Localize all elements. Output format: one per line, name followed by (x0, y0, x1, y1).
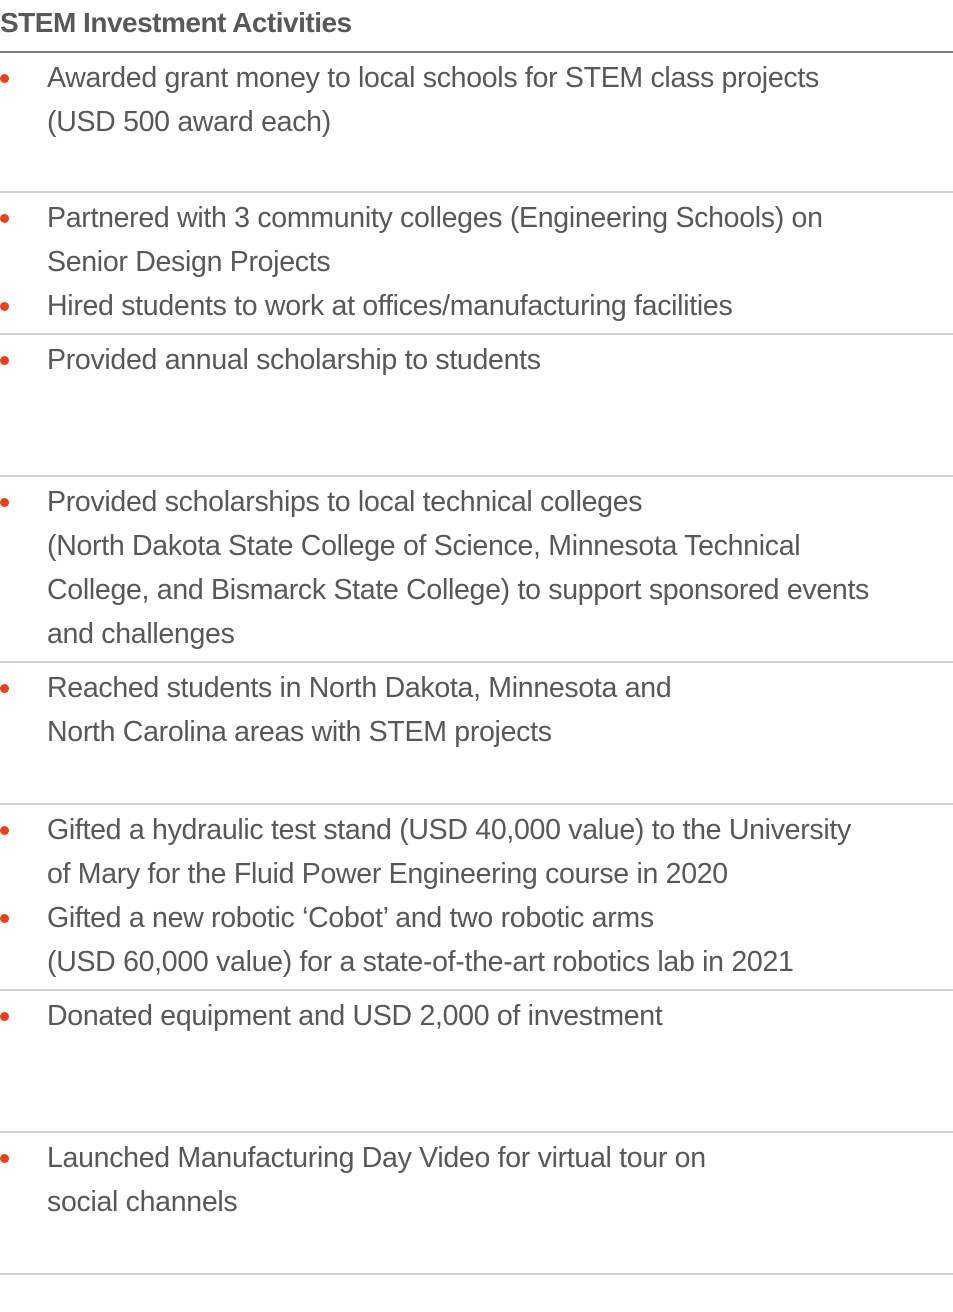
bullet-text-line: Provided scholarships to local technical colleges (47, 486, 643, 518)
section-title: STEM Investment Activities (0, 7, 352, 38)
bullet-text-line: (North Dakota State College of Science, Minnesota Technical (47, 530, 801, 562)
bullet-item (0, 284, 953, 328)
bullet-dot-icon (0, 302, 9, 311)
activity-row (0, 991, 953, 1133)
activity-row (0, 477, 953, 663)
activities-list (0, 53, 953, 1275)
activity-row (0, 193, 953, 335)
bullet-text-line: and challenges (47, 618, 235, 650)
bullet-item (0, 896, 953, 984)
bullet-dot-icon (0, 498, 9, 507)
bullet-text-line: Launched Manufacturing Day Video for virtual tour on (47, 1142, 706, 1174)
bullet-text-line: Awarded grant money to local schools for STEM class projects (47, 62, 819, 94)
bullet-text-line: Provided annual scholarship to students (47, 344, 541, 376)
bullet-text-line: (USD 60,000 value) for a state-of-the-art robotics lab in 2021 (47, 946, 794, 978)
bullet-item (0, 994, 953, 1038)
bullet-text-line: College, and Bismarck State College) to support sponsored events (47, 574, 870, 606)
bullet-text-line: Senior Design Projects (47, 246, 331, 278)
bullet-dot-icon (0, 1012, 9, 1021)
bullet-text-line: Gifted a new robotic ‘Cobot’ and two robotic arms (47, 902, 654, 934)
activity-row (0, 805, 953, 991)
bullet-item (0, 338, 953, 382)
bullet-text-line: Donated equipment and USD 2,000 of investment (47, 1000, 663, 1032)
bullet-item (0, 56, 953, 144)
bullet-text-line: of Mary for the Fluid Power Engineering course in 2020 (47, 858, 728, 890)
bullet-text-line: Reached students in North Dakota, Minnesota and (47, 672, 672, 704)
activity-row (0, 53, 953, 193)
bullet-item (0, 480, 953, 656)
bullet-dot-icon (0, 214, 9, 223)
bullet-item (0, 666, 953, 754)
bullet-item (0, 196, 953, 284)
bullet-dot-icon (0, 826, 9, 835)
bullet-item (0, 1136, 953, 1224)
bullet-text-line: North Carolina areas with STEM projects (47, 716, 552, 748)
bullet-text-line: Partnered with 3 community colleges (Engineering Schools) on (47, 202, 823, 234)
bullet-dot-icon (0, 356, 9, 365)
bullet-dot-icon (0, 684, 9, 693)
bullet-text-line: Gifted a hydraulic test stand (USD 40,000 value) to the University (47, 814, 851, 846)
bullet-text-line: Hired students to work at offices/manufacturing facilities (47, 290, 733, 322)
bullet-dot-icon (0, 1154, 9, 1163)
bullet-dot-icon (0, 74, 9, 83)
bullet-text-line: social channels (47, 1186, 238, 1218)
activity-row (0, 335, 953, 477)
bullet-item (0, 808, 953, 896)
activity-row (0, 1133, 953, 1275)
activity-row (0, 663, 953, 805)
bullet-text-line: (USD 500 award each) (47, 106, 331, 138)
bullet-dot-icon (0, 914, 9, 923)
